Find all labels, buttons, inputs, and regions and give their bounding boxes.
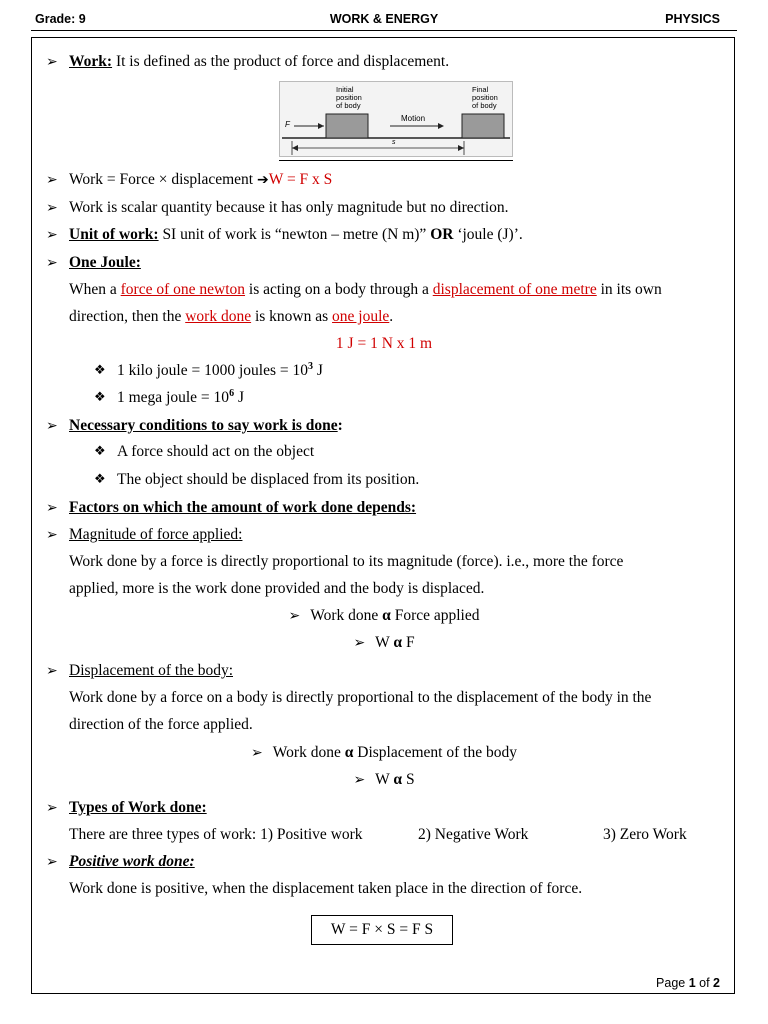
bullet-diamond-icon: ❖ [94,472,106,487]
displacement-label: s [392,139,396,146]
factors-heading: Factors on which the amount of work done depends: [69,499,417,516]
text: W [375,771,394,788]
motion-label: Motion [401,114,426,123]
motion-arrowhead [438,123,444,129]
text: Page [656,976,689,990]
implies-arrow-icon: ➔ [256,172,269,188]
text: When a [69,281,121,298]
highlight: one joule [332,308,390,325]
bullet-arrow-icon: ➢ [46,800,58,816]
work-definition [69,53,449,71]
header-divider [31,30,737,31]
text: F [402,634,415,651]
displacement-relation-2 [31,771,737,789]
text: is acting on a body through a [245,281,433,298]
proportional-symbol: α [393,771,403,788]
text: W [375,634,394,651]
text: Force applied [390,607,480,624]
initial-label-line: position [336,93,362,102]
positive-formula-box: W = F × S = F S [311,915,453,945]
proportional-symbol: α [393,634,403,651]
initial-body-block [326,114,368,138]
unit-of-work [69,226,523,244]
text: J [234,389,244,406]
type-zero: 3) Zero Work [603,826,687,843]
text: direction, then the [69,308,186,325]
exponent: 6 [229,387,235,399]
bullet-arrow-icon: ➢ [46,500,58,516]
header-topic: WORK & ENERGY [329,12,439,26]
bullet-arrow-icon: ➢ [46,54,58,70]
proportional-symbol: α [382,607,391,624]
bullet-arrow-icon: ➢ [46,227,58,243]
text: 1 mega joule = 10 [117,389,230,406]
types-intro: There are three types of work: 1) Positive work [69,826,363,843]
displacement-line-2: direction of the force applied. [69,716,253,733]
magnitude-line-1: Work done by a force is directly proportional to its magnitude (force). i.e., more the force [69,553,624,570]
total-pages: 2 [713,976,720,990]
proportional-symbol: α [344,744,354,761]
magnitude-relation-2 [31,634,737,652]
type-negative: 2) Negative Work [418,826,529,843]
conditions-heading [69,417,343,435]
text: is known as [251,308,333,325]
displacement-right-head [458,145,464,151]
bullet-arrow-icon: ➢ [46,854,58,870]
header-subject: PHYSICS [665,12,720,26]
final-body-block [462,114,504,138]
joule-line-2 [69,308,393,326]
text: Displacement of the body [353,744,517,761]
displacement-relation-1 [31,744,737,762]
header-grade: Grade: 9 [35,12,86,26]
positive-text: Work done is positive, when the displacement taken place in the direction of force. [69,880,583,897]
highlight: work done [185,308,252,325]
text: of [695,976,714,990]
bullet-arrow-icon: ➢ [353,772,366,788]
final-label-line: of body [472,101,497,110]
highlight: force of one newton [120,281,246,298]
bullet-arrow-icon: ➢ [46,200,58,216]
highlight: displacement of one metre [432,281,597,298]
bullet-arrow-icon: ➢ [46,255,58,271]
bullet-arrow-icon: ➢ [288,608,301,624]
bullet-arrow-icon: ➢ [251,745,263,761]
unit-text: SI unit of work is “newton – metre (N m)” [158,226,431,243]
work-diagram [279,81,513,157]
heading: Necessary conditions to say work is done [69,417,338,434]
magnitude-heading: Magnitude of force applied: [69,526,243,543]
figure-underline [279,160,513,161]
unit-label: Unit of work: [69,226,159,243]
condition-item: The object should be displaced from its position. [117,471,420,488]
displacement-line-1: Work done by a force on a body is directly proportional to the displacement of the body in the [69,689,652,706]
colon: : [337,417,343,434]
text: in its own [596,281,662,298]
page-number [656,976,720,990]
mega-joule [117,389,244,407]
final-label-line: position [472,93,498,102]
text: . [389,308,394,325]
initial-label-line: of body [336,101,361,110]
condition-item: A force should act on the object [117,443,315,460]
bullet-diamond-icon: ❖ [94,444,106,459]
one-joule-heading: One Joule: [69,254,141,271]
work-text: It is defined as the product of force and displacement. [112,53,450,70]
magnitude-line-2: applied, more is the work done provided and the body is displaced. [69,580,485,597]
bullet-arrow-icon: ➢ [46,663,58,679]
initial-position-label [336,86,362,110]
magnitude-relation-1 [31,607,737,625]
initial-label-line: Initial [336,85,354,94]
final-position-label [472,86,498,110]
text: Work done [310,607,383,624]
positive-heading: Positive work done: [69,853,195,870]
bullet-diamond-icon: ❖ [94,390,106,405]
bullet-arrow-icon: ➢ [353,635,366,651]
text: S [402,771,415,788]
bullet-arrow-icon: ➢ [46,527,58,543]
text: J [313,362,323,379]
joule-line-1 [69,281,662,299]
formula-result: W = F x S [268,171,333,188]
kilo-joule [117,362,323,380]
force-arrowhead [318,123,324,129]
work-formula [69,171,332,189]
bullet-diamond-icon: ❖ [94,363,106,378]
unit-rest: ‘joule (J)’. [453,226,523,243]
scalar-statement: Work is scalar quantity because it has only magnitude but no direction. [69,199,509,216]
text: 1 kilo joule = 1000 joules = 10 [117,362,308,379]
current-page: 1 [688,976,696,990]
bullet-arrow-icon: ➢ [46,418,58,434]
text: Work done [272,744,345,761]
formula-text: Work = Force × displacement [69,171,257,188]
final-label-line: Final [472,85,489,94]
displacement-left-head [292,145,298,151]
joule-equation: 1 J = 1 N x 1 m [335,335,433,352]
types-heading: Types of Work done: [69,799,207,816]
exponent: 3 [308,360,313,372]
displacement-heading: Displacement of the body: [69,662,233,679]
unit-or: OR [430,226,454,243]
work-label: Work: [69,53,113,70]
bullet-arrow-icon: ➢ [46,172,58,188]
force-label: F [285,120,290,129]
